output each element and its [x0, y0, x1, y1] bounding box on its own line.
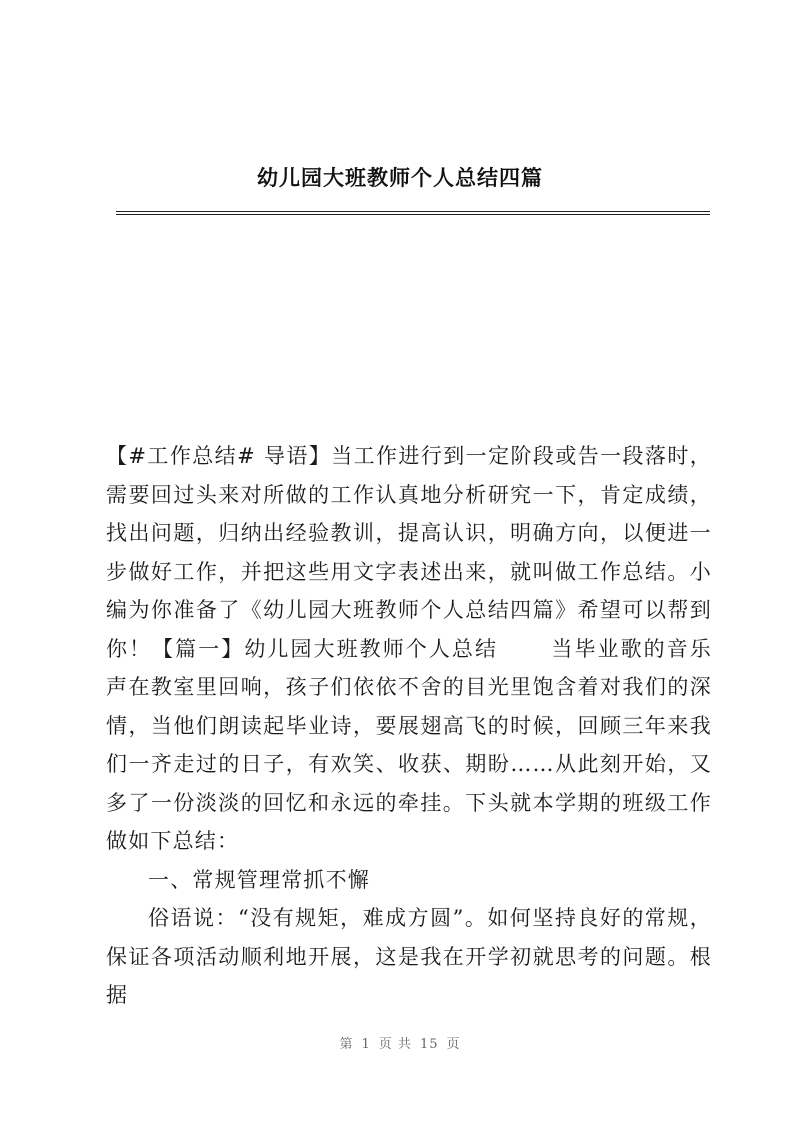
- intro-text: 【#工作总结# 导语】当工作进行到一定阶段或告一段落时，需要回过头来对所做的工作认真地分析研究一下，肯定成绩，找出问题，归纳出经验教训，提高认识，明确方向，以便进一步做好工作，并把这些用文字表述出来，就叫做工作总结。小编为你准备了《幼儿园大班教师个人总结四篇》希望可以帮到你！【篇一】幼儿园大班教师个人总结: [106, 444, 712, 661]
- footer-total-pages: 15: [419, 1037, 439, 1052]
- page-title: 幼儿园大班教师个人总结四篇: [257, 165, 543, 190]
- footer-suffix: 页: [446, 1037, 461, 1052]
- intro-continued-text: 当毕业歌的音乐声在教室里回响，孩子们依依不舍的目光里饱含着对我们的深情，当他们朗读起毕业诗，要展翅高飞的时候，回顾三年来我们一齐走过的日子，有欢笑、收获、期盼……从此刻开始，又多了一份淡淡的回忆和永远的牵挂。下头就本学期的班级工作做如下总结：: [106, 636, 712, 853]
- footer-middle: 页 共: [378, 1037, 412, 1052]
- section-paragraph: 俗语说：“没有规矩，难成方圆”。如何坚持良好的常规，保证各项活动顺利地开展，这是我在开学初就思考的问题。根据: [106, 906, 712, 1007]
- document-body: [106, 437, 712, 1015]
- footer-prefix: 第: [339, 1037, 354, 1052]
- intro-paragraph: [106, 437, 712, 861]
- title-divider: [116, 211, 710, 215]
- footer-page-number: 1: [361, 1037, 371, 1052]
- page-footer: [0, 1033, 800, 1052]
- section-heading: 一、常规管理常抓不懈: [148, 867, 370, 892]
